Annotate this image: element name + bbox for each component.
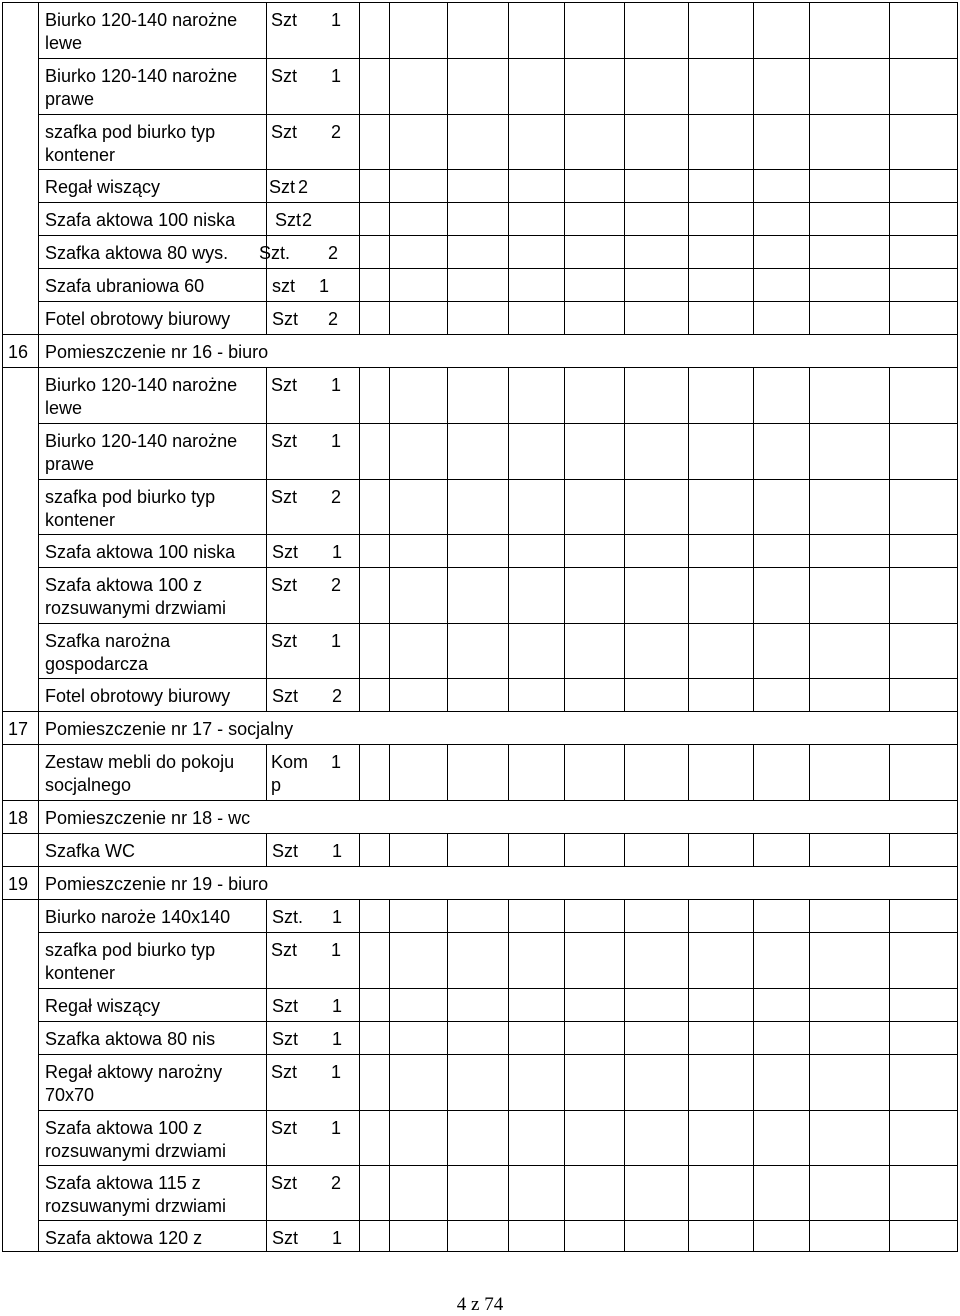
- quantity-cell: 1: [331, 375, 342, 395]
- item-name: Biurko naroże 140x140: [45, 907, 231, 927]
- unit-cell: Szt: [271, 10, 298, 30]
- quantity-cell: 1: [332, 907, 343, 927]
- item-name: Regał wiszący: [45, 177, 161, 197]
- quantity-cell: 1: [332, 542, 343, 562]
- unit-cell: Szt: [271, 1173, 298, 1193]
- item-name: Szafa aktowa 120 z: [45, 1228, 203, 1248]
- unit-cell: Szt.: [272, 907, 304, 927]
- quantity-cell: 2: [302, 210, 313, 230]
- item-name: Szafa aktowa 100 z rozsuwanymi drzwiami: [45, 575, 227, 618]
- quantity-cell: 2: [331, 487, 342, 507]
- section-heading: Pomieszczenie nr 18 - wc: [45, 808, 251, 828]
- unit-cell: Szt: [271, 631, 298, 651]
- unit-cell: Szt: [272, 841, 299, 861]
- item-name: Szafa aktowa 100 z rozsuwanymi drzwiami: [45, 1118, 227, 1161]
- item-name: Regał wiszący: [45, 996, 161, 1016]
- quantity-cell: 1: [331, 1062, 342, 1082]
- unit-cell: Szt: [271, 1062, 298, 1082]
- quantity-cell: 1: [332, 841, 343, 861]
- quantity-cell: 2: [298, 177, 309, 197]
- unit-cell: Szt: [272, 1228, 299, 1248]
- item-name: Szafka aktowa 80 wys.: [45, 243, 229, 263]
- quantity-cell: 1: [331, 431, 342, 451]
- unit-cell: Szt: [271, 1118, 298, 1138]
- unit-cell: Szt: [271, 431, 298, 451]
- unit-cell: Szt: [272, 309, 299, 329]
- quantity-cell: 1: [331, 66, 342, 86]
- item-name: Szafa aktowa 100 niska: [45, 542, 236, 562]
- quantity-cell: 1: [331, 1118, 342, 1138]
- quantity-cell: 2: [328, 243, 339, 263]
- quantity-cell: 1: [332, 1029, 343, 1049]
- unit-cell: szt: [272, 276, 296, 296]
- quantity-cell: 2: [331, 122, 342, 142]
- item-name: Biurko 120-140 narożne prawe: [45, 66, 238, 109]
- item-name: Biurko 120-140 narożne lewe: [45, 375, 238, 418]
- quantity-cell: 2: [331, 575, 342, 595]
- item-name: Fotel obrotowy biurowy: [45, 686, 231, 706]
- item-name: Biurko 120-140 narożne prawe: [45, 431, 238, 474]
- unit-cell: Szt: [271, 940, 298, 960]
- unit-cell: Szt: [272, 686, 299, 706]
- section-heading: Pomieszczenie nr 16 - biuro: [45, 342, 269, 362]
- section-heading: Pomieszczenie nr 19 - biuro: [45, 874, 269, 894]
- page-number: 4 z 74: [456, 1294, 504, 1315]
- unit-cell: Szt: [272, 996, 299, 1016]
- unit-cell: Szt: [271, 122, 298, 142]
- section-heading: Pomieszczenie nr 17 - socjalny: [45, 719, 294, 739]
- quantity-cell: 1: [332, 1228, 343, 1248]
- quantity-cell: 1: [331, 752, 342, 772]
- quantity-cell: 1: [319, 276, 330, 296]
- quantity-cell: 2: [332, 686, 343, 706]
- row-number: 17: [8, 719, 29, 739]
- quantity-cell: 1: [332, 996, 343, 1016]
- item-name: Szafa ubraniowa 60: [45, 276, 205, 296]
- item-name: Szafka narożna gospodarcza: [45, 631, 171, 674]
- quantity-cell: 2: [328, 309, 339, 329]
- row-number: 18: [8, 808, 29, 828]
- item-name: Biurko 120-140 narożne lewe: [45, 10, 238, 53]
- item-name: Szafka aktowa 80 nis: [45, 1029, 216, 1049]
- unit-cell: Szt: [272, 542, 299, 562]
- item-name: Szafa aktowa 115 z rozsuwanymi drzwiami: [45, 1173, 227, 1216]
- row-number: 19: [8, 874, 29, 894]
- unit-cell: Szt: [271, 487, 298, 507]
- item-name: szafka pod biurko typ kontener: [45, 940, 216, 983]
- unit-cell: Szt: [275, 210, 302, 230]
- item-name: szafka pod biurko typ kontener: [45, 487, 216, 530]
- unit-cell: Komp: [271, 752, 309, 795]
- item-name: Szafka WC: [45, 841, 136, 861]
- quantity-cell: 1: [331, 940, 342, 960]
- unit-cell: Szt: [272, 1029, 299, 1049]
- unit-cell: Szt: [271, 575, 298, 595]
- unit-cell: Szt: [271, 66, 298, 86]
- unit-cell: Szt: [269, 177, 296, 197]
- quantity-cell: 2: [331, 1173, 342, 1193]
- item-name: Regał aktowy narożny 70x70: [45, 1062, 223, 1105]
- quantity-cell: 1: [331, 10, 342, 30]
- unit-cell: Szt.: [259, 243, 291, 263]
- quantity-cell: 1: [331, 631, 342, 651]
- item-name: Zestaw mebli do pokoju socjalnego: [45, 752, 235, 795]
- item-name: Fotel obrotowy biurowy: [45, 309, 231, 329]
- unit-cell: Szt: [271, 375, 298, 395]
- item-name: Szafa aktowa 100 niska: [45, 210, 236, 230]
- item-name: szafka pod biurko typ kontener: [45, 122, 216, 165]
- row-number: 16: [8, 342, 29, 362]
